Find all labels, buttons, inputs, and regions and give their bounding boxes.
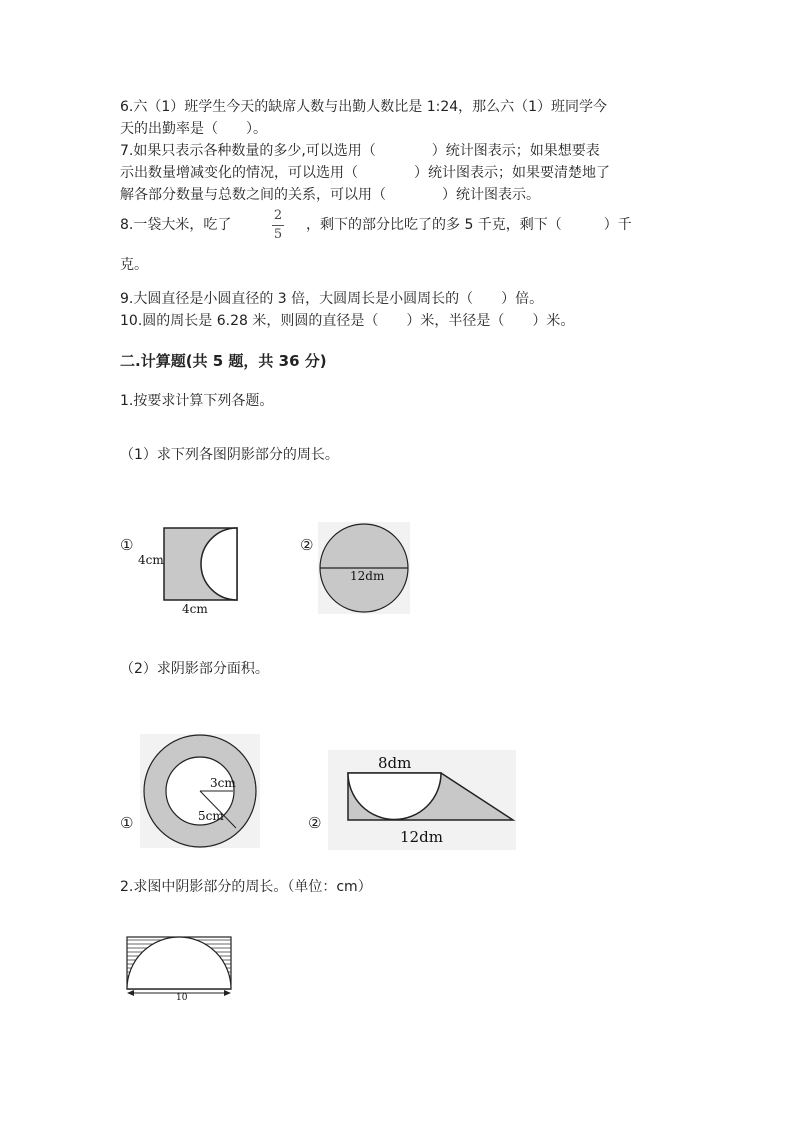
figure3-marker: ① bbox=[120, 814, 134, 832]
fig2-diameter-label: 12dm bbox=[350, 569, 385, 583]
q7-line3: 解各部分数量与总数之间的关系，可以用（ ）统计图表示。 bbox=[120, 187, 540, 203]
fig1-side-label: 4cm bbox=[138, 553, 164, 567]
fig3-outer-radius-label: 5cm bbox=[198, 809, 224, 823]
fig1-bottom-label: 4cm bbox=[182, 602, 208, 616]
section2-p2: 2.求图中阴影部分的周长。（单位：cm） bbox=[120, 879, 372, 895]
figure1-square-semicircle bbox=[130, 522, 245, 622]
q8-part1: 8.一袋大米，吃了 bbox=[120, 217, 232, 233]
fig4-top-label: 8dm bbox=[378, 754, 412, 772]
figure2-circle bbox=[318, 522, 410, 614]
q6-line2: 天的出勤率是（ ）。 bbox=[120, 121, 267, 137]
q8-fraction bbox=[268, 208, 288, 243]
fig3-inner-radius-label: 3cm bbox=[210, 776, 236, 790]
section2-p1: 1.按要求计算下列各题。 bbox=[120, 393, 274, 409]
q8-part2: ，剩下的部分比吃了的多 5 千克，剩下（ ）千 bbox=[306, 217, 632, 233]
q9: 9.大圆直径是小圆直径的 3 倍，大圆周长是小圆周长的（ ）倍。 bbox=[120, 291, 544, 307]
figure3-ring bbox=[140, 734, 260, 848]
figure2-marker: ② bbox=[300, 536, 314, 554]
q6-line1: 6.六（1）班学生今天的缺席人数与出勤人数比是 1:24，那么六（1）班同学今 bbox=[120, 99, 608, 115]
fraction-numerator: 2 bbox=[273, 208, 283, 223]
fig5-width-label: 10 bbox=[176, 993, 188, 1003]
q8-line2: 克。 bbox=[120, 257, 148, 273]
figure4-marker: ② bbox=[308, 814, 322, 832]
q7-line1: 7.如果只表示各种数量的多少,可以选用（ ）统计图表示；如果想要表 bbox=[120, 143, 600, 159]
q7-line2: 示出数量增减变化的情况，可以选用（ ）统计图表示；如果要清楚地了 bbox=[120, 165, 610, 181]
figure4-trapezoid-semicircle bbox=[328, 750, 516, 850]
section2-heading: 二.计算题(共 5 题，共 36 分) bbox=[120, 352, 327, 370]
section2-sub2: （2）求阴影部分面积。 bbox=[120, 661, 269, 677]
figure1-marker: ① bbox=[120, 536, 134, 554]
q10: 10.圆的周长是 6.28 米，则圆的直径是（ ）米，半径是（ ）米。 bbox=[120, 313, 575, 329]
fraction-denominator: 5 bbox=[273, 227, 283, 242]
section2-sub1: （1）求下列各图阴影部分的周长。 bbox=[120, 447, 339, 463]
figure5-rectangle-semicircle bbox=[124, 934, 234, 1002]
fig4-bottom-label: 12dm bbox=[400, 828, 443, 846]
fraction-bar bbox=[272, 225, 284, 226]
